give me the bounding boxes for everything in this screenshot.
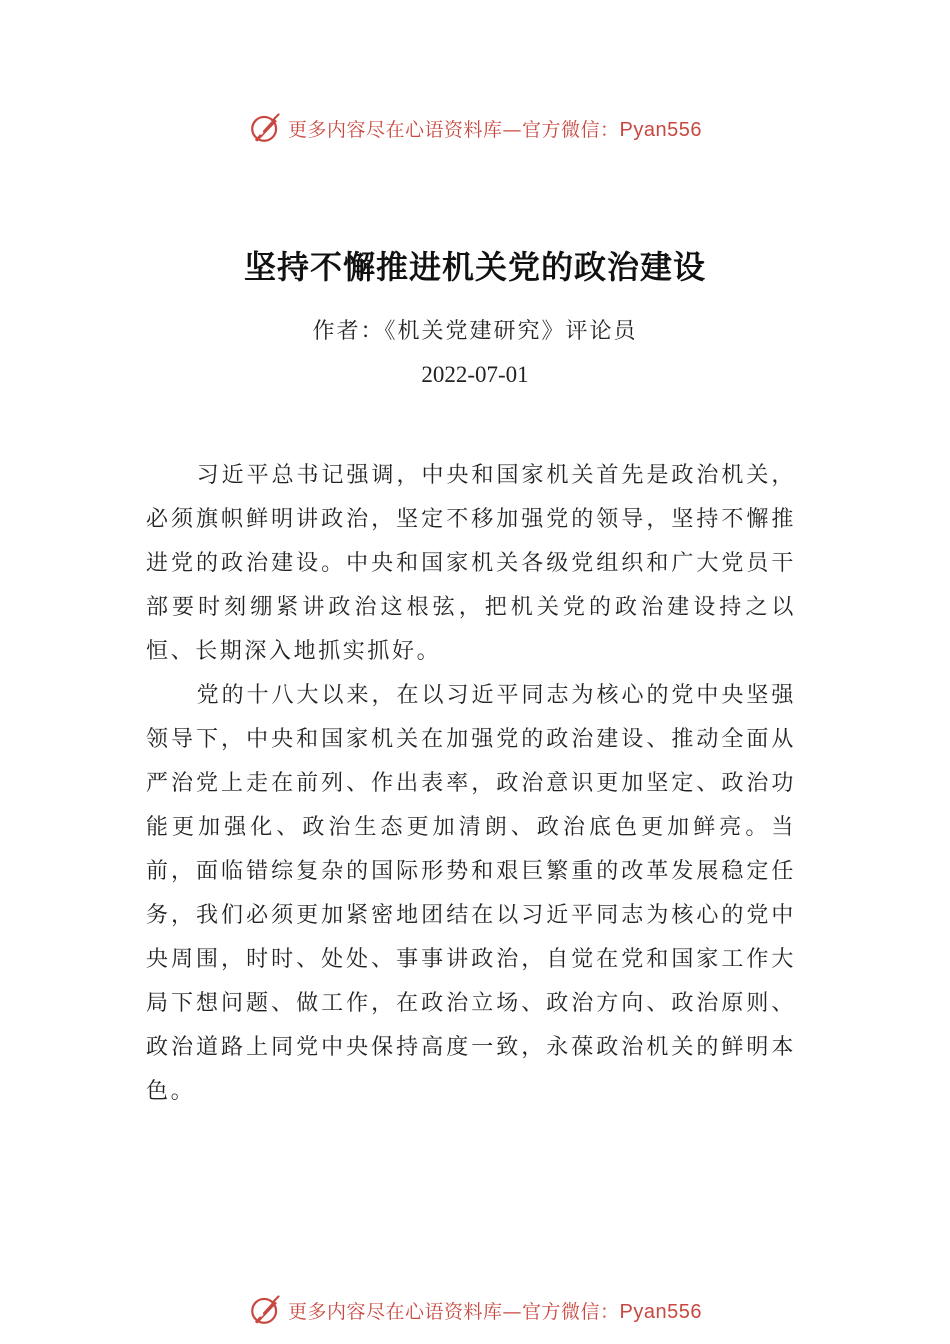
body-paragraph: 习近平总书记强调，中央和国家机关首先是政治机关，必须旗帜鲜明讲政治，坚定不移加强党的领导，坚持不懈推进党的政治建设。中央和国家机关各级党组织和广大党员干部要时刻绷紧讲政治这根弦，把机关党的政治建设持之以恒、长期深入地抓实抓好。 (146, 463, 796, 664)
body-paragraph: 党的十八大以来，在以习近平同志为核心的党中央坚强领导下，中央和国家机关在加强党的政治建设、推动全面从严治党上走在前列、作出表率，政治意识更加坚定、政治功能更加强化、政治生态更加清朗、政治底色更加鲜亮。当前，面临错综复杂的国际形势和艰巨繁重的改革发展稳定任务，我们必须更加紧密地团结在以习近平同志为核心的党中央周围，时时、处处、事事讲政治，自觉在党和国家工作大局下想问题、做工作，在政治立场、政治方向、政治原则、政治道路上同党中央保持高度一致，永葆政治机关的鲜明本色。 (146, 683, 796, 1104)
watermark-text: 更多内容尽在心语资料库—官方微信：Pyan556 (288, 1300, 702, 1323)
watermark-text: 更多内容尽在心语资料库—官方微信：Pyan556 (288, 118, 702, 141)
document-date: 2022-07-01 (421, 362, 529, 387)
wechat-id: Pyan556 (619, 1300, 702, 1323)
wechat-id: Pyan556 (619, 118, 702, 141)
document-author: 作者：《机关党建研究》评论员 (312, 319, 638, 344)
header-watermark (0, 108, 950, 148)
pen-logo-icon (248, 111, 282, 145)
document-body (146, 454, 796, 1114)
pen-logo-icon (248, 1293, 282, 1327)
footer-watermark (0, 1290, 950, 1330)
document-title: 坚持不懈推进机关党的政治建设 (243, 248, 706, 286)
